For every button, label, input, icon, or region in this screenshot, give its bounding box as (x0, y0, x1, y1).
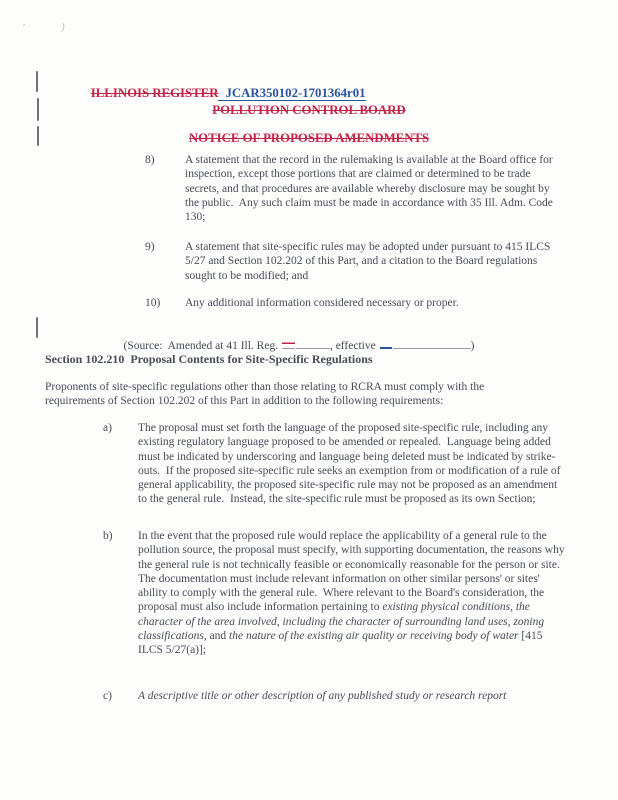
item-text: A statement that the record in the rulemaking is available at the Board office for inspection, except those portions that are claimed or determined to be trade secrets, and that procedures are available whereby disclosure may be sought by the public. Any such claim must be made in accordance with 35 Ill. Adm. Code 130; (185, 154, 556, 224)
list-item-a (103, 421, 568, 507)
item-letter: b) (103, 530, 113, 542)
source-middle: , effective (329, 340, 379, 353)
section-heading: Section 102.210 Proposal Contents for Site-Specific Regulations (45, 352, 373, 366)
item-number: 10) (145, 297, 161, 309)
statutory-italic-text: existing physical conditions, the character of the area involved, including the character of surrounding land uses, zoning classifications (138, 601, 547, 643)
body-text-segment: The proposal must set forth the language of the proposed site-specific rule, including any existing regulatory language proposed to be amended or repealed. Language being added must be indicated by underscoring and language being deleted must be indicated by strike-outs. If the proposed site-specific rule seeks an exemption from or modification of a rule of general applicability, the proposed site-specific rule may not be proposed as an amendment to the general rule. Instead, the site-specific rule must be proposed as its own Section; (138, 422, 564, 506)
list-item-10 (145, 296, 555, 310)
body-text-segment: [415 ILCS 5/27(a)]; (138, 630, 546, 657)
item-text (138, 421, 568, 507)
blank-underline (296, 337, 330, 349)
item-text (138, 689, 568, 703)
list-item-9 (145, 240, 555, 283)
item-text: A statement that site-specific rules may be adopted under pursuant to 415 ILCS 5/27 and Section 102.202 of this Part, and a citation to the Board regulations sought to be modified; and (185, 241, 554, 282)
list-item-8 (145, 153, 555, 224)
body-text-segment: In the event that the proposed rule would replace the applicability of a general rule to the pollution source, the proposal must specify, with supporting documentation, the reasons why the general rule is not technically feasible or economically reasonable for the person or site. The documentation must include relevant information on other similar persons' or sites' ability to comply with the general rule. Where relevant to the Board's consideration, the proposal must also include information pertaining to (138, 530, 568, 614)
statutory-italic-text: A descriptive title or other description of any published study or research report (138, 690, 507, 702)
item-number: 8) (145, 154, 155, 166)
item-letter: a) (103, 422, 112, 434)
list-item-c (103, 689, 568, 703)
list-item-b (103, 529, 568, 658)
board-title (0, 103, 618, 118)
item-number: 9) (145, 241, 155, 253)
item-text (138, 529, 568, 658)
jcar-number: JCAR350102-1701364r01 (218, 86, 365, 101)
change-bar (36, 71, 38, 92)
blank-underline (393, 337, 471, 349)
notice-title (0, 131, 618, 146)
item-letter: c) (103, 690, 112, 702)
statutory-italic-text: the nature of the existing air quality or receiving body of water (229, 630, 519, 643)
struck-blank-mark (282, 337, 295, 349)
inserted-blank-mark (380, 336, 392, 349)
item-text: Any additional information considered necessary or proper. (185, 297, 459, 309)
intro-paragraph: Proponents of site-specific regulations other than those relating to RCRA must comply with the requirements of Section 102.202 of this Part in addition to the following requirements: (45, 381, 488, 408)
board-title-text: POLLUTION CONTROL BOARD (212, 103, 406, 117)
body-text-segment: , and (203, 630, 230, 643)
pencil-mark: ) (60, 20, 66, 34)
register-title-struck: ILLINOIS REGISTER (90, 86, 219, 100)
change-bar (36, 317, 38, 338)
pencil-mark: ʹ (23, 22, 26, 34)
notice-title-text: NOTICE OF PROPOSED AMENDMENTS (188, 131, 430, 145)
source-prefix: (Source: Amended at 41 Ill. Reg. (123, 340, 281, 353)
source-suffix: ) (470, 340, 475, 353)
